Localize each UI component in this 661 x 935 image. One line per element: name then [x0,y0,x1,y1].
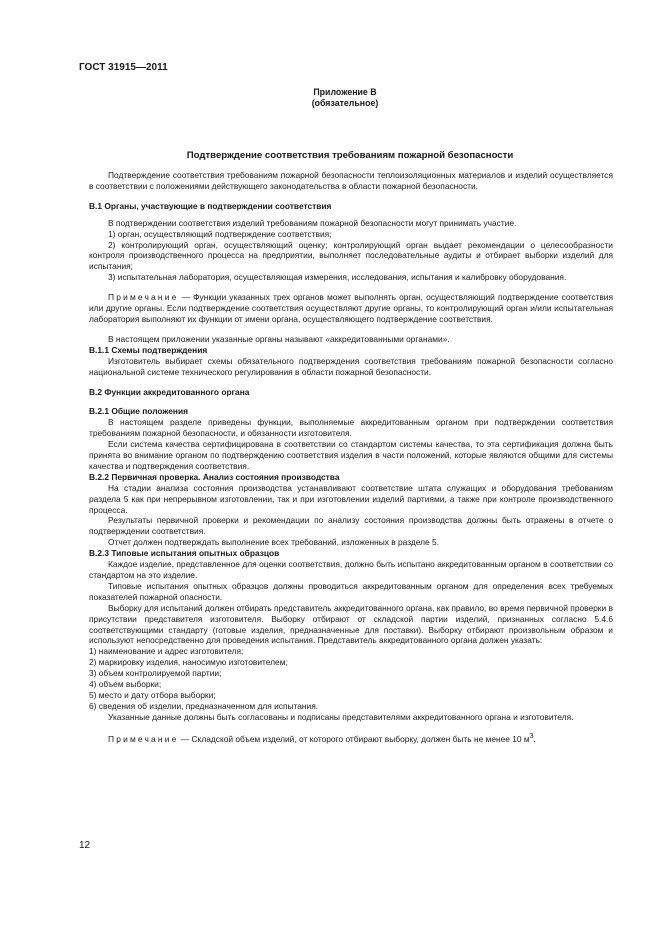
note-text: — Функции указанных трех органов может выполнять орган, осуществляющий подтверждение соответствия или другие органы. Если подтверждение соответствия осуществляют другие органы, то контролирующий орган и/или испытательная лаборатория выполняют их функции от имени органа, осуществляющего подтверждение соответствия. [89,292,613,324]
paragraph: Результаты первичной проверки и рекомендации по анализу состояния производства должны быть отражены в отчете о подтверждении соответствия. [89,515,613,537]
standard-header: ГОСТ 31915—2011 [79,62,168,73]
paragraph: В настоящем приложении указанные органы называют «аккредитованными органами». [108,333,450,344]
note-label: Примечание [108,292,179,303]
paragraph: Отчет должен подтверждать выполнение всех требований, изложенных в разделе 5. [108,537,440,548]
document-body [89,170,613,744]
paragraph: Каждое изделие, представленное для оценки соответствия, должно быть испытано аккредитованным органом в соответствии со стандартом на это изделие. [89,559,613,580]
list-item: 2) контролирующий орган, осуществляющий оценку; контролирующий орган выдает рекомендации о целесообразности контроля производственного процесса на предприятии, выполняет последовательные аудиты и отбирает выборки изделий для испытания; [89,239,613,272]
appendix-label [260,87,430,109]
note [89,292,613,325]
appendix-status: (обязательное) [311,98,379,108]
list-item: 5) место и дату отбора выборки; [89,689,216,700]
note-end: . [533,733,536,744]
paragraph: В настоящем разделе приведены функции, выполняемые аккредитованным органом при подтверждении соответствия требованиям пожарной безопасности, и обязанности изготовителя. [89,417,613,439]
paragraph: В подтверждении соответствия изделий требованиям пожарной безопасности могут принимать участие. [108,217,517,228]
section-heading-b1: В.1 Органы, участвующие в подтверждении соответствия [89,200,332,211]
section-heading-b2: В.2 Функции аккредитованного органа [89,386,250,397]
list-item: 1) наименование и адрес изготовителя; [89,646,244,657]
note [89,732,613,745]
page-number: 12 [79,840,91,851]
paragraph: Типовые испытания опытных образцов должны проводиться аккредитованным органом для определения всех требуемых показателей пожарной опасности. [89,580,613,602]
appendix-heading: Подтверждение соответствия требованиям пожарной безопасности [186,150,514,161]
list-item: 4) объем выборки; [89,679,162,690]
subsection-heading-b22: В.2.2 Первичная проверка. Анализ состояния производства [89,471,340,482]
paragraph: Изготовитель выбирает схемы обязательного подтверждения соответствия требованиям пожарной безопасности согласно национальной системе технического регулирования в области пожарной безопасности. [89,355,613,377]
appendix-title: Приложение В [313,87,377,97]
subsection-heading-b23: В.2.3 Типовые испытания опытных образцов [89,548,280,559]
list-item: 3) испытательная лаборатория, осуществляющая измерения, исследования, испытания и калибровку оборудования. [108,272,567,283]
subsection-heading-b21: В.2.1 Общие положения [89,406,188,417]
note-superscript: 3 [529,732,534,740]
paragraph: Указанные данные должны быть согласованы и подписаны представителями аккредитованного органа и изготовителя. [108,711,574,722]
list-item: 1) орган, осуществляющий подтверждение соответствия; [108,228,332,239]
paragraph: Если система качества сертифицирована в соответствии со стандартом системы качества, то эта сертификация должна быть принята во внимание органом по подтверждению соответствия изделия в части положений, которые являются общими для системы качества и подтверждения соответствия. [89,439,613,471]
intro-paragraph: Подтверждение соответствия требованиям пожарной безопасности теплоизоляционных материалов и изделий осуществляется в соответствии с положениями действующего законодательства в области пожарной безопасности. [89,170,613,191]
paragraph: Выборку для испытаний должен отбирать представитель аккредитованного органа, как правило, во время первичной проверки в присутствии представителя изготовителя. Выборку отбирают от складской партии изделий, признанных согласно 5.4.6 соответствующими стандарту (готовые изделия, предназначенные для поставки). Выборку отбирают произвольным образом и используют непосредственно для проведения испытания. Представитель аккредитованного органа должен указать: [89,602,613,646]
subsection-heading-b11: В.1.1 Схемы подтверждения [89,344,208,355]
note-text: — Складской объем изделий, от которого отбирают выборку, должен быть не менее 10 м [178,733,530,744]
list-item: 3) объем контролируемой партии; [89,668,222,679]
list-item: 2) маркировку изделия, наносимую изготовителем; [89,657,288,668]
note-label: Примечание [108,733,179,744]
paragraph: На стадии анализа состояния производства устанавливают соответствие штата служащих и оборудования требованиям раздела 5 как при непрерывном изготовлении, так и при изготовлении изделий партиями, а также при контроле производственного процесса. [89,482,613,515]
list-item: 6) сведения об изделии, предназначенном для испытания. [89,700,319,711]
